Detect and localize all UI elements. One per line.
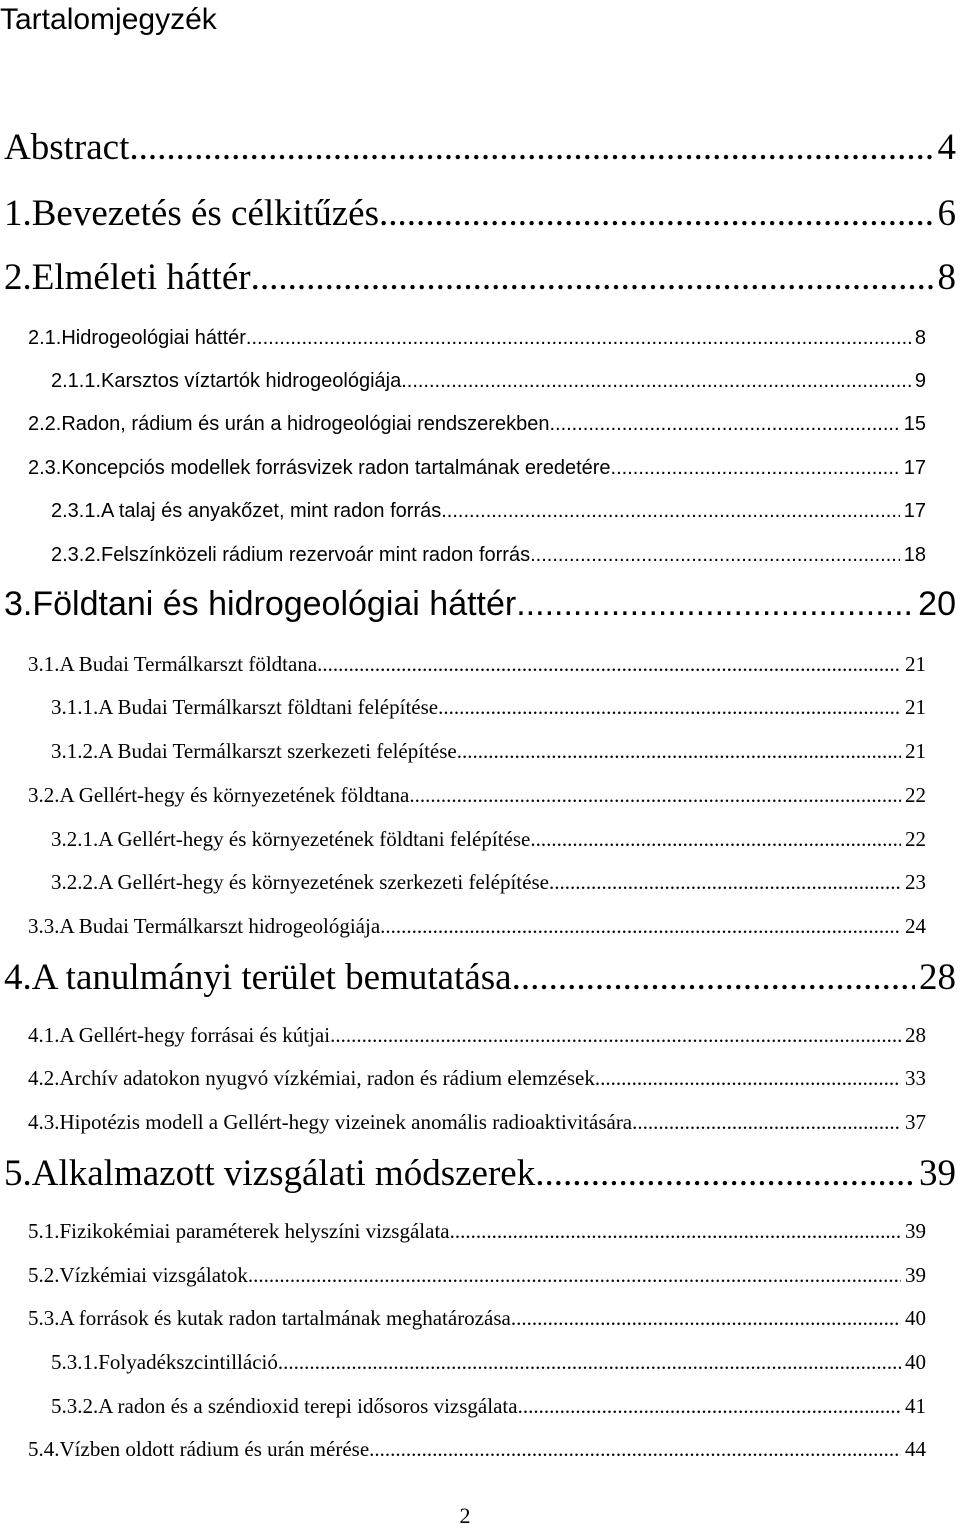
toc-entry-2-3[interactable] — [28, 457, 926, 480]
toc-entry-2-3-1[interactable] — [51, 500, 926, 523]
toc-entry-number: 2.1.1. — [51, 370, 102, 392]
toc-entry-text: Hipotézis modell a Gellért-hegy vizeinek anomális radioaktivitására — [59, 1110, 633, 1134]
toc-dot-leader — [549, 870, 901, 895]
toc-dot-leader — [511, 1306, 901, 1331]
toc-entry-page: 39 — [905, 1219, 926, 1243]
toc-entry-number: 4. — [4, 957, 32, 998]
toc-entry-text: Vízkémiai vizsgálatok — [59, 1263, 248, 1287]
toc-dot-leader — [438, 695, 901, 720]
toc-entry-text: Hidrogeológiai háttér — [61, 327, 246, 349]
toc-dot-leader — [409, 783, 901, 808]
toc-dot-leader — [518, 1394, 901, 1419]
toc-entry-text: A Gellért-hegy és környezetének földtani felépítése — [98, 827, 531, 851]
toc-entry-4[interactable] — [4, 956, 956, 999]
toc-entry-2-1[interactable] — [28, 327, 926, 350]
toc-entry-3-2[interactable] — [28, 783, 926, 808]
toc-entry-page: 17 — [903, 500, 926, 522]
toc-entry-5-3-2[interactable] — [51, 1394, 926, 1419]
toc-entry-2-1-1[interactable] — [51, 370, 926, 393]
toc-dot-leader — [549, 413, 899, 436]
toc-dot-leader — [512, 956, 915, 999]
toc-entry-page: 37 — [905, 1110, 926, 1134]
toc-dot-leader — [530, 827, 901, 852]
toc-entry-page: 6 — [937, 193, 956, 234]
toc-dot-leader — [248, 1263, 901, 1288]
toc-entry-number: 5.3.2. — [51, 1394, 99, 1418]
toc-dot-leader — [330, 1023, 901, 1048]
toc-entry-3[interactable] — [4, 585, 956, 624]
toc-entry-3-1[interactable] — [28, 652, 926, 677]
toc-entry-number: 3.1. — [28, 652, 60, 676]
toc-entry-page: 28 — [919, 957, 956, 998]
toc-entry-number: 2.3. — [28, 457, 62, 479]
toc-entry-page: 18 — [903, 544, 926, 566]
toc-dot-leader — [369, 1437, 901, 1462]
toc-entry-text: A Budai Termálkarszt földtani felépítése — [98, 695, 439, 719]
toc-entry-number: 1. — [4, 193, 32, 234]
toc-entry-page: 23 — [905, 870, 926, 894]
toc-entry-page: 33 — [905, 1066, 926, 1090]
toc-entry-4-1[interactable] — [28, 1023, 926, 1048]
toc-entry-2-2[interactable] — [28, 413, 926, 436]
toc-entry-text: A Budai Termálkarszt földtana — [59, 652, 318, 676]
toc-dot-leader — [632, 1110, 901, 1135]
toc-entry-text: Felszínközeli rádium rezervoár mint radon forrás — [101, 544, 531, 566]
toc-entry-text: Bevezetés és célkitűzés — [31, 193, 379, 234]
toc-entry-number: 5.4. — [28, 1437, 60, 1461]
toc-entry-page: 21 — [905, 739, 926, 763]
toc-entry-2[interactable] — [4, 256, 956, 299]
toc-entry-3-1-2[interactable] — [51, 739, 926, 764]
toc-entry-abstract[interactable] — [4, 126, 956, 169]
toc-entry-3-3[interactable] — [28, 914, 926, 939]
toc-entry-text: A Gellért-hegy és környezetének szerkezeti felépítése — [98, 870, 549, 894]
toc-entry-page: 22 — [905, 783, 926, 807]
toc-dot-leader — [317, 652, 901, 677]
toc-entry-page: 15 — [903, 413, 926, 435]
toc-entry-text: Folyadékszcintilláció — [98, 1350, 278, 1374]
toc-entry-page: 28 — [905, 1023, 926, 1047]
toc-entry-3-2-2[interactable] — [51, 870, 926, 895]
toc-entry-4-2[interactable] — [28, 1066, 926, 1091]
toc-dot-leader — [516, 585, 914, 624]
toc-entry-page: 9 — [914, 370, 926, 392]
toc-entry-text: Elméleti háttér — [31, 257, 251, 298]
toc-entry-page: 21 — [905, 652, 926, 676]
toc-entry-page: 20 — [918, 585, 956, 623]
toc-entry-number: 5.2. — [28, 1263, 60, 1287]
footer-page-number: 2 — [459, 1503, 471, 1528]
toc-entry-text: Koncepciós modellek forrásvizek radon tartalmának eredetére — [61, 457, 611, 479]
toc-entry-text: Földtani és hidrogeológiai háttér — [32, 585, 517, 623]
toc-dot-leader — [246, 327, 911, 350]
toc-entry-number: 3.3. — [28, 914, 60, 938]
toc-entry-page: 44 — [905, 1437, 926, 1461]
toc-entry-number: 2.3.2. — [51, 544, 102, 566]
toc-entry-number: 5. — [4, 1153, 32, 1194]
toc-entry-page: 21 — [905, 695, 926, 719]
toc-entry-page: 40 — [905, 1350, 926, 1374]
toc-heading: Tartalomjegyzék — [0, 3, 217, 36]
toc-dot-leader — [595, 1066, 901, 1091]
toc-entry-page: 40 — [905, 1306, 926, 1330]
toc-entry-page: 39 — [919, 1153, 956, 1194]
toc-dot-leader — [530, 544, 900, 567]
toc-entry-text: A tanulmányi terület bemutatása — [31, 957, 512, 998]
toc-entry-number: 2.3.1. — [51, 500, 102, 522]
toc-entry-number: 5.1. — [28, 1219, 60, 1243]
toc-entry-text: A talaj és anyakőzet, mint radon forrás — [101, 500, 442, 522]
toc-entry-text: Archív adatokon nyugvó vízkémiai, radon és rádium elemzések — [59, 1066, 595, 1090]
toc-entry-text: Fizikokémiai paraméterek helyszíni vizsgálata — [59, 1219, 450, 1243]
toc-entry-5-2[interactable] — [28, 1263, 926, 1288]
toc-entry-2-3-2[interactable] — [51, 544, 926, 567]
toc-dot-leader — [379, 192, 934, 235]
toc-entry-number: 3.2.1. — [51, 827, 99, 851]
toc-entry-number: 4.2. — [28, 1066, 60, 1090]
toc-entry-5-3[interactable] — [28, 1306, 926, 1331]
toc-entry-1[interactable] — [4, 192, 956, 235]
toc-entry-text: A források és kutak radon tartalmának meghatározása — [59, 1306, 511, 1330]
toc-entry-5[interactable] — [4, 1152, 956, 1195]
toc-entry-text: Alkalmazott vizsgálati módszerek — [31, 1153, 536, 1194]
toc-entry-number: 3.1.2. — [51, 739, 99, 763]
toc-entry-text: Radon, rádium és urán a hidrogeológiai rendszerekben — [61, 413, 550, 435]
toc-entry-text: Vízben oldott rádium és urán mérése — [59, 1437, 370, 1461]
toc-entry-number: 2. — [4, 257, 32, 298]
toc-dot-leader — [611, 457, 900, 480]
toc-entry-page: 17 — [903, 457, 926, 479]
toc-entry-4-3[interactable] — [28, 1110, 926, 1135]
toc-entry-page: 8 — [914, 327, 926, 349]
toc-entry-page: 24 — [905, 914, 926, 938]
toc-entry-text: Abstract — [4, 127, 130, 168]
toc-entry-text: A Budai Termálkarszt hidrogeológiája — [59, 914, 381, 938]
toc-entry-3-1-1[interactable] — [51, 695, 926, 720]
toc-entry-number: 3.2.2. — [51, 870, 99, 894]
toc-entry-number: 4.1. — [28, 1023, 60, 1047]
toc-dot-leader — [129, 126, 933, 169]
toc-entry-5-4[interactable] — [28, 1437, 926, 1462]
toc-dot-leader — [441, 500, 900, 523]
toc-entry-5-3-1[interactable] — [51, 1350, 926, 1375]
toc-entry-text: A Budai Termálkarszt szerkezeti felépítése — [98, 739, 457, 763]
toc-entry-number: 4.3. — [28, 1110, 60, 1134]
toc-entry-text: Karsztos víztartók hidrogeológiája — [101, 370, 402, 392]
toc-entry-page: 8 — [937, 257, 956, 298]
toc-entry-page: 22 — [905, 827, 926, 851]
toc-entry-number: 3.1.1. — [51, 695, 99, 719]
toc-entry-number: 3. — [4, 585, 33, 623]
toc-entry-text: A Gellért-hegy forrásai és kútjai — [59, 1023, 331, 1047]
toc-dot-leader — [401, 370, 911, 393]
toc-entry-number: 2.2. — [28, 413, 62, 435]
toc-entry-text: A Gellért-hegy és környezetének földtana — [59, 783, 410, 807]
toc-dot-leader — [380, 914, 901, 939]
toc-dot-leader — [450, 1219, 901, 1244]
toc-entry-5-1[interactable] — [28, 1219, 926, 1244]
toc-dot-leader — [278, 1350, 901, 1375]
toc-dot-leader — [251, 256, 934, 299]
toc-entry-number: 3.2. — [28, 783, 60, 807]
toc-dot-leader — [457, 739, 901, 764]
toc-entry-number: 5.3.1. — [51, 1350, 99, 1374]
toc-entry-3-2-1[interactable] — [51, 827, 926, 852]
toc-entry-text: A radon és a széndioxid terepi idősoros vizsgálata — [98, 1394, 518, 1418]
toc-entry-page: 4 — [937, 127, 956, 168]
toc-entry-page: 39 — [905, 1263, 926, 1287]
toc-entry-number: 2.1. — [28, 327, 62, 349]
toc-entry-page: 41 — [905, 1394, 926, 1418]
toc-dot-leader — [535, 1152, 915, 1195]
toc-entry-number: 5.3. — [28, 1306, 60, 1330]
